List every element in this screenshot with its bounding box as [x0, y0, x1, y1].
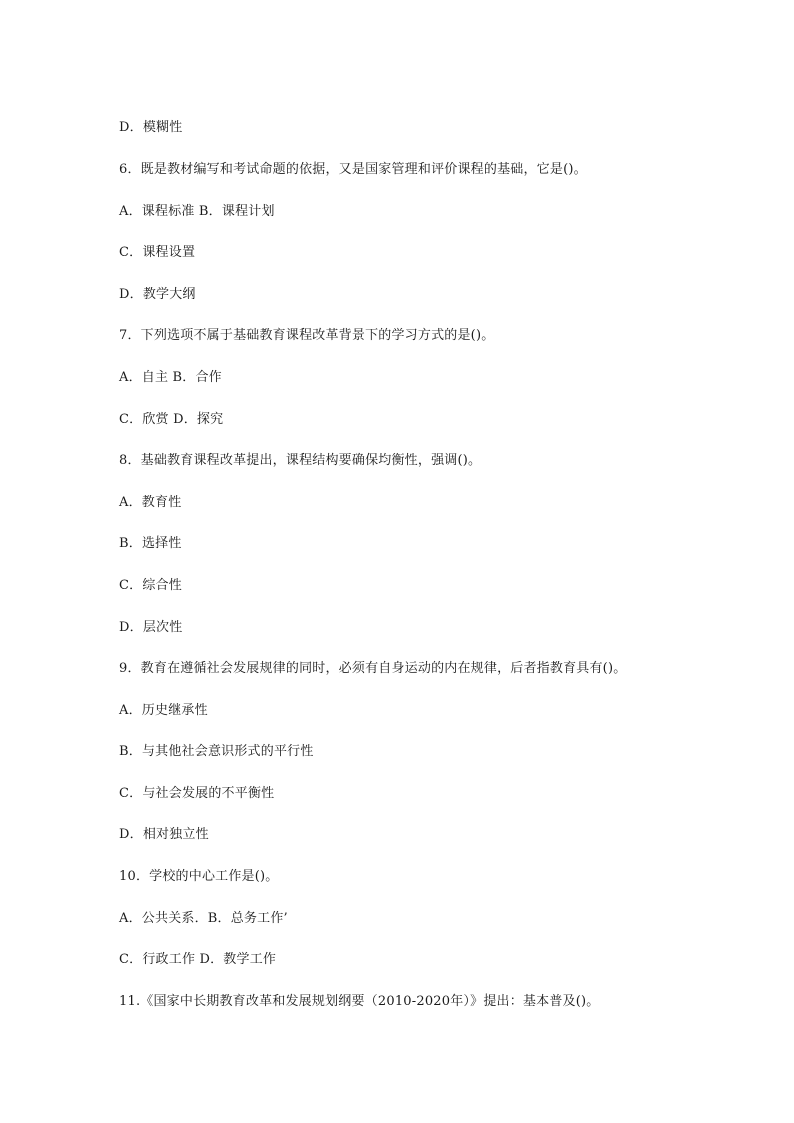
option-line: A．公共关系．B．总务工作’	[119, 911, 288, 926]
question-line: 7．下列选项不属于基础教育课程改革背景下的学习方式的是()。	[119, 328, 495, 343]
question-line: 10．学校的中心工作是()。	[119, 869, 279, 884]
option-line: D．模糊性	[119, 120, 183, 135]
option-line: A．历史继承性	[119, 703, 208, 718]
option-line: C．课程设置	[119, 245, 196, 260]
option-line: C．与社会发展的不平衡性	[119, 786, 275, 801]
question-line: 11.《国家中长期教育改革和发展规划纲要（2010-2020年）》提出：基本普及()。	[119, 994, 600, 1009]
question-line: 8．基础教育课程改革提出，课程结构要确保均衡性，强调()。	[119, 453, 482, 468]
option-line: C．行政工作 D．教学工作	[119, 952, 277, 967]
option-line: D．教学大纲	[119, 287, 196, 302]
option-line: C．综合性	[119, 578, 182, 593]
option-line: A．教育性	[119, 495, 182, 510]
option-line: A．自主 B．合作	[119, 370, 222, 385]
option-line: C．欣赏 D．探究	[119, 412, 224, 427]
option-line: B．与其他社会意识形式的平行性	[119, 744, 314, 759]
option-line: B．选择性	[119, 536, 182, 551]
question-line: 6．既是教材编写和考试命题的依据，又是国家管理和评价课程的基础，它是()。	[119, 162, 587, 177]
question-line: 9．教育在遵循社会发展规律的同时，必须有自身运动的内在规律，后者指教育具有()。	[119, 661, 627, 676]
option-line: A．课程标准 B．课程计划	[119, 204, 275, 219]
option-line: D．相对独立性	[119, 827, 209, 842]
option-line: D．层次性	[119, 620, 183, 635]
